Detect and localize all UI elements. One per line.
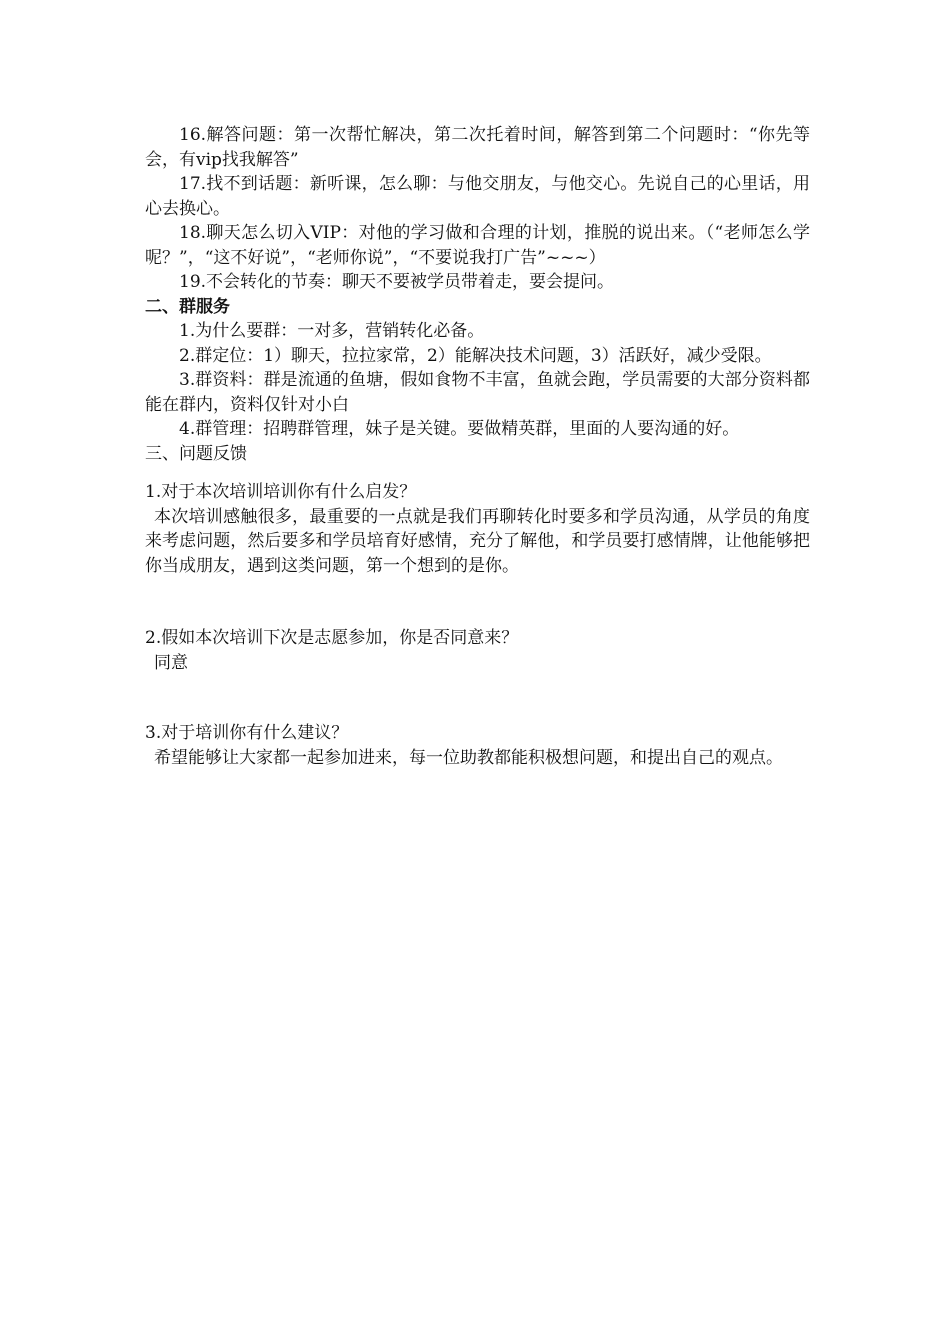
group-item-3: 3.群资料：群是流通的鱼塘，假如食物不丰富，鱼就会跑，学员需要的大部分资料都能在群内，资料仅针对小白 (145, 370, 810, 415)
item-17-no-topic: 17.找不到话题：新听课，怎么聊：与他交朋友，与他交心。先说自己的心里话，用心去换心。 (145, 174, 810, 219)
spacer (145, 578, 810, 626)
spacer (145, 466, 810, 480)
spacer (145, 675, 810, 721)
group-item-4: 4.群管理：招聘群管理，妹子是关键。要做精英群，里面的人要沟通的好。 (179, 419, 740, 439)
feedback-question-3: 3.对于培训你有什么建议？ (145, 723, 349, 743)
item-16-answering-questions: 16.解答问题：第一次帮忙解决，第二次托着时间，解答到第二个问题时：“你先等会，有vip找我解答” (145, 125, 810, 170)
feedback-question-2: 2.假如本次培训下次是志愿参加，你是否同意来？ (145, 628, 519, 648)
feedback-question-1: 1.对于本次培训培训你有什么启发？ (145, 482, 417, 502)
group-item-1: 1.为什么要群：一对多，营销转化必备。 (179, 321, 485, 341)
feedback-answer-2: 同意 (154, 652, 188, 673)
feedback-answer-3: 希望能够让大家都一起参加进来，每一位助教都能积极想问题，和提出自己的观点。 (154, 747, 783, 768)
document-body (145, 123, 810, 770)
section-heading-group-service: 二、群服务 (145, 296, 230, 317)
item-19-conversion-rhythm: 19.不会转化的节奏：聊天不要被学员带着走，要会提问。 (179, 272, 615, 292)
item-18-vip-chat: 18.聊天怎么切入VIP：对他的学习做和合理的计划，推脱的说出来。（“老师怎么学呢？”，“这不好说”，“老师你说”，“不要说我打广告”~~~） (145, 223, 810, 268)
feedback-answer-1: 本次培训感触很多，最重要的一点就是我们再聊转化时要多和学员沟通，从学员的角度来考虑问题，然后要多和学员培育好感情，充分了解他，和学员要打感情牌，让他能够把你当成朋友，遇到这类问题，第一个想到的是你。 (145, 506, 810, 576)
group-item-2: 2.群定位：1）聊天，拉拉家常，2）能解决技术问题，3）活跃好，减少受限。 (179, 345, 772, 366)
section-heading-feedback: 三、问题反馈 (145, 443, 247, 464)
